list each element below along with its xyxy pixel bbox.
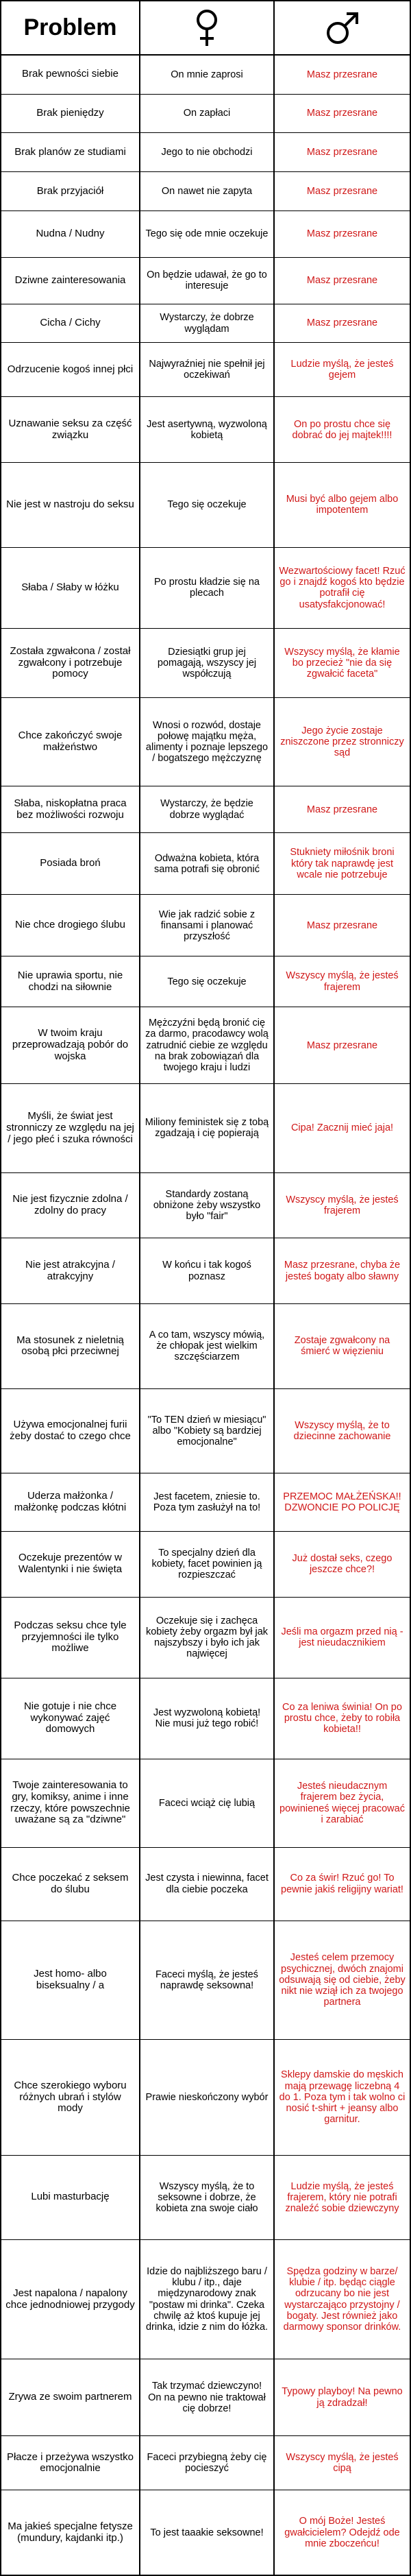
problem-cell: Twoje zainteresowania to gry, komiksy, anime i inne rzeczy, które powszechnie uważane są za "dziwne" — [10, 1779, 130, 1826]
table-header — [1, 1, 410, 56]
table-row — [1, 956, 410, 1007]
male-cell: Masz przesrane — [273, 172, 410, 210]
table-row — [1, 629, 410, 698]
problem-cell: Płacze i przeżywa wszystko emocjonalnie — [6, 2451, 134, 2475]
female-cell: To specjalny dzień dla kobiety, facet powinien ją rozpieszczać — [139, 1532, 273, 1597]
table-row — [1, 1678, 410, 1759]
problem-cell: Nie jest atrakcyjna / atrakcyjny — [25, 1258, 115, 1282]
table-row — [1, 548, 410, 629]
problem-cell: Chce zakończyć swoje małżeństwo — [18, 730, 123, 754]
male-cell: Wezwartościowy facet! Rzuć go i znajdź kogoś kto będzie potrafił cię usatysfakcjonować! — [273, 548, 410, 628]
female-cell: Wszyscy myślą, że to seksowne i dobrze, że kobieta zna swoje ciało — [139, 2156, 273, 2240]
female-cell: Faceci wciąż cię lubią — [139, 1759, 273, 1847]
problem-cell: Jest napalona / napalony chce jednodniowej przygody — [5, 2287, 135, 2311]
problem-cell: Chce szerokiego wyboru różnych ubrań i stylów mody — [14, 2079, 127, 2115]
female-cell: Idzie do najbliższego baru / klubu / itp., daje międzynarodowy znak "postaw mi drinka". Czeka chwilę aż ktoś kupuje jej drinka, idzie z nim do łóżka. — [139, 2240, 273, 2359]
male-cell: Stukniety miłośnik broni który tak naprawdę jest wcale nie potrzebuje — [273, 833, 410, 894]
male-cell: Jesteś celem przemocy psychicznej, dwóch znajomi odsuwają się od ciebie, żeby nikt nie wziął ich za twojego partnera — [273, 1921, 410, 2040]
female-cell: Jest facetem, zniesie to. Poza tym zasłużył na to! — [139, 1473, 273, 1531]
table-row — [1, 1473, 410, 1532]
male-cell: Masz przesrane — [273, 304, 410, 343]
female-cell: Oczekuje się i zachęca kobiety żeby orgazm był jak najszybszy i było ich jak najwięcej — [139, 1598, 273, 1678]
female-cell: On mnie zaprosi — [139, 56, 273, 94]
table-row — [1, 463, 410, 548]
table-row — [1, 56, 410, 95]
male-cell: Jesteś nieudacznym frajerem bez życia, powinieneś więcej pracować i zarabiać — [273, 1759, 410, 1847]
table-row — [1, 211, 410, 258]
male-cell: PRZEMOC MAŁŻEŃSKA!! DZWONCIE PO POLICJĘ — [273, 1473, 410, 1531]
table-row — [1, 304, 410, 344]
problem-cell: Dziwne zainteresowania — [14, 274, 126, 286]
male-cell: Masz przesrane — [273, 258, 410, 304]
table-row — [1, 1759, 410, 1848]
table-row — [1, 1532, 410, 1598]
problem-cell: Podczas seksu chce tyle przyjemności ile tylko możliwe — [14, 1619, 127, 1654]
problem-cell: Nie jest w nastroju do seksu — [6, 498, 134, 511]
problem-cell: Brak planów ze studiami — [14, 145, 126, 158]
male-cell: Cipa! Zacznij mieć jaja! — [273, 1084, 410, 1172]
male-cell: Masz przesrane — [273, 211, 410, 257]
male-cell: Sklepy damskie do męskich mają przewagę liczebną 4 do 1. Poza tym i tak wolno ci nosić t-shirt + jeansy albo garnitur. — [273, 2040, 410, 2154]
male-cell: Masz przesrane — [273, 895, 410, 956]
problem-cell: Myśli, że świat jest stronniczy ze względu na jej / jego płeć i szuka równości — [6, 1110, 134, 1145]
table-row — [1, 2359, 410, 2436]
problem-cell: Ma jakieś specjalne fetysze (mundury, kajdanki itp.) — [8, 2520, 133, 2544]
female-cell: Tego się oczekuje — [139, 463, 273, 547]
male-cell: Wszyscy myślą, że jesteś cipą — [273, 2436, 410, 2490]
problem-cell: Nudna / Nudny — [36, 227, 105, 239]
table-row — [1, 1084, 410, 1172]
problem-cell: Brak pewności siebie — [22, 68, 119, 80]
table-row — [1, 133, 410, 172]
male-cell: Jego życie zostaje zniszczone przez stronniczy sąd — [273, 698, 410, 786]
female-cell: Wystarczy, że będzie dobrze wyglądać — [139, 786, 273, 832]
male-cell: Masz przesrane — [273, 56, 410, 94]
male-cell: Jeśli ma orgazm przed nią - jest nieudacznikiem — [273, 1598, 410, 1678]
male-cell: Typowy playboy! Na pewno ją zdradzał! — [273, 2359, 410, 2435]
problem-cell: Oczekuje prezentów w Walentynki i nie święta — [18, 1552, 123, 1576]
table-row — [1, 1921, 410, 2041]
male-cell: Masz przesrane — [273, 133, 410, 171]
female-cell: Wnosi o rozwód, dostaje połowę majątku męża, alimenty i poznaje lepszego / bogatszego mężczyznę — [139, 698, 273, 786]
female-cell: Faceci przybiegną żeby cię pocieszyć — [139, 2436, 273, 2490]
female-cell: Najwyraźniej nie spełnił jej oczekiwań — [139, 343, 273, 396]
problem-cell: Odrzucenie kogoś innej płci — [7, 363, 134, 376]
table-row — [1, 1304, 410, 1389]
male-cell: Ludzie myślą, że jesteś frajerem, który nie potrafi znaleźć sobie dziewczyny — [273, 2156, 410, 2240]
male-cell: Co za świr! Rzuć go! To pewnie jakiś religijny wariat! — [273, 1848, 410, 1921]
male-cell: Wszyscy myślą, że jesteś frajerem — [273, 956, 410, 1006]
table-row — [1, 172, 410, 211]
female-cell: Tak trzymać dziewczyno! On na pewno nie traktował cię dobrze! — [139, 2359, 273, 2435]
problem-cell: Nie uprawia sportu, nie chodzi na siłownie — [17, 969, 123, 993]
male-cell: Spędza godziny w barze/ klubie / itp. będąc ciągle odrzucany bo nie jest wystarczająco przystojny / bogaty. Jest również jako darmowy sponsor drinków. — [273, 2240, 410, 2359]
table-row — [1, 2156, 410, 2241]
female-cell: Wie jak radzić sobie z finansami i planować przyszłość — [139, 895, 273, 956]
table-row — [1, 397, 410, 463]
table-row — [1, 1389, 410, 1474]
female-symbol-icon — [195, 9, 219, 47]
problem-cell: Słaba, niskopłatna praca bez możliwości rozwoju — [14, 797, 127, 821]
problem-cell: Brak przyjaciół — [36, 184, 104, 197]
problem-cell: Uderza małżonka / małżonkę podczas kłótni — [14, 1490, 127, 1513]
male-cell: Wszyscy myślą, że kłamie bo przecież "nie da się zgwałcić faceta" — [273, 629, 410, 697]
header-male — [273, 1, 410, 54]
table-row — [1, 698, 410, 786]
male-cell: Masz przesrane — [273, 1007, 410, 1083]
problem-cell: Chce poczekać z seksem do ślubu — [12, 1871, 129, 1895]
female-cell: W końcu i tak kogoś poznasz — [139, 1238, 273, 1303]
female-cell: Prawie nieskończony wybór — [139, 2040, 273, 2154]
problem-cell: Cicha / Cichy — [40, 317, 101, 329]
male-cell: Ludzie myślą, że jesteś gejem — [273, 343, 410, 396]
female-cell: "To TEN dzień w miesiącu" albo "Kobiety są bardziej emocjonalne" — [139, 1389, 273, 1473]
male-cell: Co za leniwa świnia! On po prostu chce, żeby to robiła kobieta!! — [273, 1678, 410, 1759]
header-female — [139, 1, 273, 54]
problem-cell: Ma stosunek z nieletnią osobą płci przeciwnej — [16, 1334, 124, 1358]
problem-cell: Słaba / Słaby w łóżku — [21, 581, 119, 593]
male-cell: Wszyscy myślą, że to dziecinne zachowanie — [273, 1389, 410, 1473]
male-cell: Masz przesrane, chyba że jesteś bogaty albo sławny — [273, 1238, 410, 1303]
table-row — [1, 2436, 410, 2490]
table-row — [1, 1598, 410, 1678]
table-row — [1, 1173, 410, 1239]
male-cell: Masz przesrane — [273, 95, 410, 133]
female-cell: Tego się oczekuje — [139, 956, 273, 1006]
female-cell: Standardy zostaną obniżone żeby wszystko było "fair" — [139, 1173, 273, 1238]
female-cell: Po prostu kładzie się na plecach — [139, 548, 273, 628]
table-row — [1, 2490, 410, 2575]
problem-cell: Nie chce drogiego ślubu — [15, 919, 125, 931]
female-cell: Jest asertywną, wyzwoloną kobietą — [139, 397, 273, 462]
female-cell: On będzie udawał, że go to interesuje — [139, 258, 273, 304]
table-row — [1, 343, 410, 397]
problem-cell: Brak pieniędzy — [36, 107, 104, 119]
problem-cell: Nie gotuje i nie chce wykonywać zajęć domowych — [23, 1700, 117, 1735]
problem-cell: Posiada broń — [40, 857, 101, 869]
female-cell: Jest wyzwoloną kobietą! Nie musi już tego robić! — [139, 1678, 273, 1759]
male-cell: Zostaje zgwałcony na śmierć w więzieniu — [273, 1304, 410, 1388]
problem-cell: Zrywa ze swoim partnerem — [8, 2391, 132, 2403]
female-cell: Dziesiątki grup jej pomagają, wszyscy jej współczują — [139, 629, 273, 697]
male-cell: Masz przesrane — [273, 786, 410, 832]
problem-cell: Używa emocjonalnej furii żeby dostać to czego chce — [10, 1419, 131, 1442]
table-row — [1, 895, 410, 956]
table-row — [1, 1007, 410, 1084]
male-cell: Wszyscy myślą, że jesteś frajerem — [273, 1173, 410, 1238]
female-cell: On nawet nie zapyta — [139, 172, 273, 210]
female-cell: Mężczyźni będą bronić cię za darmo, pracodawcy wolą zatrudnić ciebie ze względu na brak zobowiązań dla twojego kraju i ludzi — [139, 1007, 273, 1083]
female-cell: A co tam, wszyscy mówią, że chłopak jest wielkim szczęściarzem — [139, 1304, 273, 1388]
female-cell: Miliony feministek się z tobą zgadzają i cię popierają — [139, 1084, 273, 1172]
table-row — [1, 833, 410, 895]
male-cell: Już dostał seks, czego jeszcze chce?! — [273, 1532, 410, 1597]
female-cell: Wystarczy, że dobrze wyglądam — [139, 304, 273, 343]
table-body — [1, 56, 410, 2575]
male-cell: On po prostu chce się dobrać do jej majtek!!!! — [273, 397, 410, 462]
table-row — [1, 1848, 410, 1921]
male-cell: O mój Boże! Jesteś gwałcicielem? Odejdź ode mnie zboczeńcu! — [273, 2490, 410, 2575]
problem-cell: W twoim kraju przeprowadzają pobór do wojska — [12, 1027, 129, 1063]
female-cell: To jest taaakie seksowne! — [139, 2490, 273, 2575]
problem-cell: Jest homo- albo biseksualny / a — [34, 1968, 107, 1992]
table-row — [1, 786, 410, 833]
problem-cell: Uznawanie seksu za część związku — [8, 418, 132, 441]
female-cell: Odważna kobieta, która sama potrafi się obronić — [139, 833, 273, 894]
header-problem-label: Problem — [23, 14, 117, 40]
female-cell: Jest czysta i niewinna, facet dla ciebie poczeka — [139, 1848, 273, 1921]
male-cell: Musi być albo gejem albo impotentem — [273, 463, 410, 547]
table-row — [1, 258, 410, 304]
table-row — [1, 2240, 410, 2359]
table-row — [1, 2040, 410, 2155]
female-cell: On zapłaci — [139, 95, 273, 133]
problem-cell: Lubi masturbację — [31, 2191, 110, 2203]
female-cell: Jego to nie obchodzi — [139, 133, 273, 171]
table-row — [1, 1238, 410, 1304]
female-cell: Faceci myślą, że jesteś naprawdę seksowna! — [139, 1921, 273, 2040]
problem-cell: Nie jest fizycznie zdolna / zdolny do pracy — [12, 1193, 128, 1216]
table-row — [1, 95, 410, 134]
male-symbol-icon — [325, 11, 360, 45]
female-cell: Tego się ode mnie oczekuje — [139, 211, 273, 257]
problem-cell: Została zgwałcona / został zgwałcony i potrzebuje pomocy — [10, 645, 131, 680]
header-problem — [1, 1, 139, 54]
